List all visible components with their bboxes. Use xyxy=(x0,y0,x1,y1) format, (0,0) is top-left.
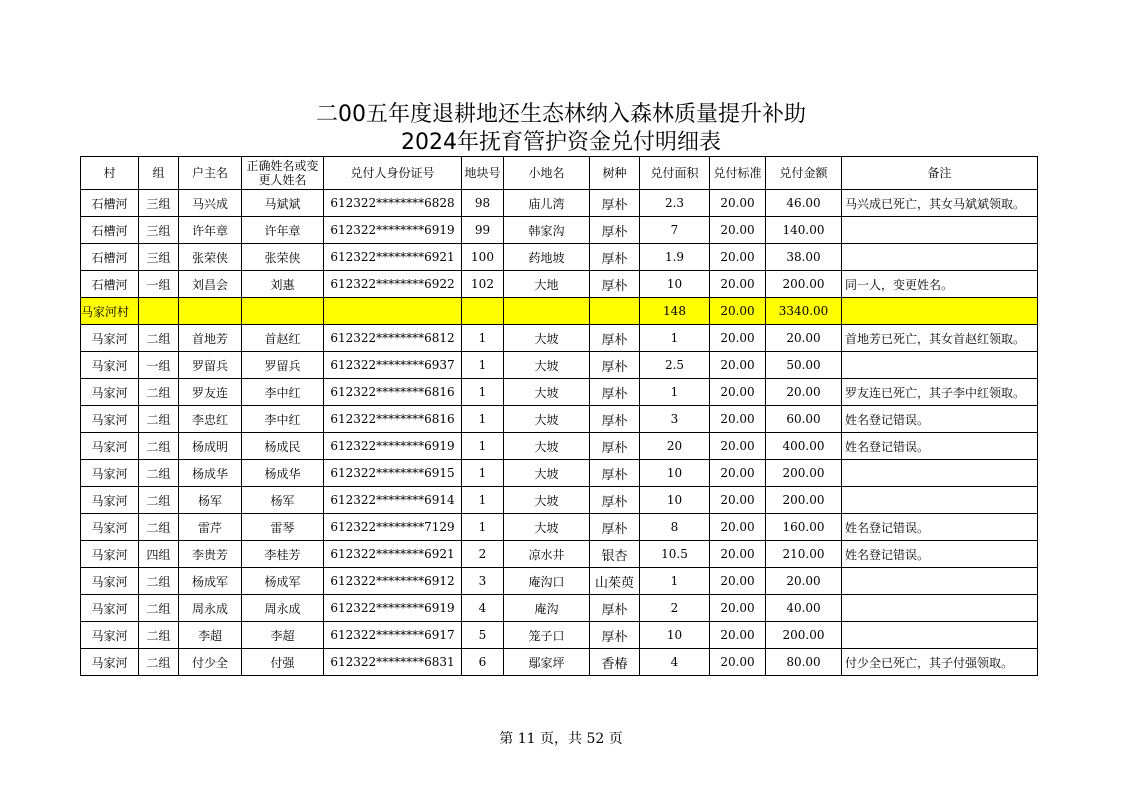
cell-correct-name: 刘惠 xyxy=(242,271,324,298)
header-tree-species: 树种 xyxy=(590,157,640,190)
cell-remarks: 姓名登记错误。 xyxy=(842,541,1038,568)
cell-correct-name: 雷琴 xyxy=(242,514,324,541)
cell-place-name: 笼子口 xyxy=(504,622,590,649)
cell-correct-name: 李中红 xyxy=(242,406,324,433)
cell-remarks xyxy=(842,217,1038,244)
cell-householder: 周永成 xyxy=(179,595,242,622)
cell-area: 10 xyxy=(640,460,710,487)
cell-householder: 杨军 xyxy=(179,487,242,514)
page-footer: 第 11 页，共 52 页 xyxy=(499,731,623,747)
cell-area: 10 xyxy=(640,271,710,298)
table-header-row xyxy=(81,157,1038,190)
cell-tree-species: 厚朴 xyxy=(590,460,640,487)
cell-standard: 20.00 xyxy=(710,460,766,487)
cell-tree-species: 厚朴 xyxy=(590,595,640,622)
cell-area: 148 xyxy=(640,298,710,325)
header-standard: 兑付标准 xyxy=(710,157,766,190)
cell-amount: 200.00 xyxy=(766,622,842,649)
cell-correct-name: 罗留兵 xyxy=(242,352,324,379)
cell-tree-species: 厚朴 xyxy=(590,514,640,541)
cell-id-number: 612322********6919 xyxy=(324,217,462,244)
cell-tree-species xyxy=(590,298,640,325)
cell-plot-number: 1 xyxy=(462,433,504,460)
cell-remarks xyxy=(842,595,1038,622)
cell-amount: 20.00 xyxy=(766,379,842,406)
cell-village: 马家河 xyxy=(81,433,139,460)
cell-householder xyxy=(179,298,242,325)
cell-plot-number: 1 xyxy=(462,460,504,487)
cell-area: 3 xyxy=(640,406,710,433)
cell-plot-number xyxy=(462,298,504,325)
cell-group: 二组 xyxy=(139,514,179,541)
payment-table xyxy=(80,156,1038,676)
cell-village: 马家河 xyxy=(81,487,139,514)
cell-village: 马家河 xyxy=(81,568,139,595)
cell-amount: 50.00 xyxy=(766,352,842,379)
cell-village: 石槽河 xyxy=(81,271,139,298)
cell-correct-name: 首赵红 xyxy=(242,325,324,352)
cell-plot-number: 1 xyxy=(462,379,504,406)
cell-area: 4 xyxy=(640,649,710,676)
cell-id-number: 612322********6828 xyxy=(324,190,462,217)
header-amount: 兑付金额 xyxy=(766,157,842,190)
table-row xyxy=(81,460,1038,487)
cell-tree-species: 山茱萸 xyxy=(590,568,640,595)
cell-place-name: 庵沟口 xyxy=(504,568,590,595)
header-place-name: 小地名 xyxy=(504,157,590,190)
cell-place-name: 韩家沟 xyxy=(504,217,590,244)
cell-place-name: 药地坡 xyxy=(504,244,590,271)
cell-plot-number: 1 xyxy=(462,406,504,433)
cell-tree-species: 厚朴 xyxy=(590,433,640,460)
cell-place-name: 鄢家坪 xyxy=(504,649,590,676)
cell-group: 三组 xyxy=(139,217,179,244)
cell-place-name: 大坡 xyxy=(504,460,590,487)
cell-plot-number: 98 xyxy=(462,190,504,217)
cell-plot-number: 3 xyxy=(462,568,504,595)
cell-standard: 20.00 xyxy=(710,433,766,460)
cell-householder: 罗留兵 xyxy=(179,352,242,379)
cell-standard: 20.00 xyxy=(710,649,766,676)
cell-id-number: 612322********6919 xyxy=(324,433,462,460)
cell-standard: 20.00 xyxy=(710,298,766,325)
cell-plot-number: 100 xyxy=(462,244,504,271)
cell-standard: 20.00 xyxy=(710,514,766,541)
cell-tree-species: 厚朴 xyxy=(590,271,640,298)
cell-standard: 20.00 xyxy=(710,595,766,622)
cell-plot-number: 1 xyxy=(462,514,504,541)
cell-place-name: 大坡 xyxy=(504,433,590,460)
cell-remarks: 姓名登记错误。 xyxy=(842,514,1038,541)
header-householder: 户主名 xyxy=(179,157,242,190)
cell-village: 马家河 xyxy=(81,352,139,379)
table-row xyxy=(81,379,1038,406)
cell-correct-name: 李桂芳 xyxy=(242,541,324,568)
cell-area: 1 xyxy=(640,568,710,595)
table-row xyxy=(81,271,1038,298)
cell-village: 石槽河 xyxy=(81,190,139,217)
cell-group: 二组 xyxy=(139,622,179,649)
cell-group: 一组 xyxy=(139,352,179,379)
cell-id-number: 612322********6922 xyxy=(324,271,462,298)
cell-id-number: 612322********6816 xyxy=(324,406,462,433)
cell-standard: 20.00 xyxy=(710,379,766,406)
table-row xyxy=(81,217,1038,244)
cell-amount: 400.00 xyxy=(766,433,842,460)
cell-group: 二组 xyxy=(139,460,179,487)
cell-group: 二组 xyxy=(139,487,179,514)
cell-amount: 80.00 xyxy=(766,649,842,676)
cell-standard: 20.00 xyxy=(710,352,766,379)
cell-householder: 杨成军 xyxy=(179,568,242,595)
cell-village: 石槽河 xyxy=(81,244,139,271)
cell-tree-species: 厚朴 xyxy=(590,244,640,271)
cell-remarks xyxy=(842,568,1038,595)
cell-tree-species: 银杏 xyxy=(590,541,640,568)
cell-id-number: 612322********6816 xyxy=(324,379,462,406)
cell-group: 二组 xyxy=(139,325,179,352)
cell-area: 2 xyxy=(640,595,710,622)
cell-amount: 200.00 xyxy=(766,487,842,514)
cell-group: 三组 xyxy=(139,244,179,271)
cell-place-name: 庵沟 xyxy=(504,595,590,622)
cell-correct-name: 杨成军 xyxy=(242,568,324,595)
cell-village: 马家河 xyxy=(81,595,139,622)
cell-householder: 雷芹 xyxy=(179,514,242,541)
table-row xyxy=(81,352,1038,379)
cell-standard: 20.00 xyxy=(710,487,766,514)
cell-place-name xyxy=(504,298,590,325)
cell-correct-name: 周永成 xyxy=(242,595,324,622)
cell-remarks: 首地芳已死亡，其女首赵红领取。 xyxy=(842,325,1038,352)
cell-area: 2.5 xyxy=(640,352,710,379)
cell-area: 10.5 xyxy=(640,541,710,568)
cell-remarks xyxy=(842,298,1038,325)
cell-area: 1 xyxy=(640,379,710,406)
cell-remarks: 罗友连已死亡，其子李中红领取。 xyxy=(842,379,1038,406)
cell-householder: 许年章 xyxy=(179,217,242,244)
table-row xyxy=(81,190,1038,217)
cell-place-name: 凉水井 xyxy=(504,541,590,568)
cell-amount: 140.00 xyxy=(766,217,842,244)
table-row xyxy=(81,541,1038,568)
cell-area: 2.3 xyxy=(640,190,710,217)
cell-correct-name: 杨军 xyxy=(242,487,324,514)
cell-group: 二组 xyxy=(139,595,179,622)
cell-standard: 20.00 xyxy=(710,568,766,595)
header-remarks: 备注 xyxy=(842,157,1038,190)
cell-place-name: 大坡 xyxy=(504,514,590,541)
cell-group: 二组 xyxy=(139,568,179,595)
cell-tree-species: 厚朴 xyxy=(590,325,640,352)
cell-place-name: 大坡 xyxy=(504,379,590,406)
table-row xyxy=(81,568,1038,595)
cell-correct-name: 许年章 xyxy=(242,217,324,244)
table-row xyxy=(81,244,1038,271)
header-id-number: 兑付人身份证号 xyxy=(324,157,462,190)
cell-place-name: 大地 xyxy=(504,271,590,298)
table-row xyxy=(81,622,1038,649)
cell-id-number: 612322********6921 xyxy=(324,541,462,568)
cell-remarks: 马兴成已死亡，其女马斌斌领取。 xyxy=(842,190,1038,217)
cell-place-name: 庙儿湾 xyxy=(504,190,590,217)
cell-village: 马家河 xyxy=(81,379,139,406)
cell-remarks xyxy=(842,460,1038,487)
cell-group: 三组 xyxy=(139,190,179,217)
cell-amount: 3340.00 xyxy=(766,298,842,325)
cell-remarks: 同一人，变更姓名。 xyxy=(842,271,1038,298)
cell-amount: 200.00 xyxy=(766,271,842,298)
table-row xyxy=(81,649,1038,676)
cell-tree-species: 厚朴 xyxy=(590,622,640,649)
cell-plot-number: 102 xyxy=(462,271,504,298)
cell-correct-name: 李超 xyxy=(242,622,324,649)
cell-plot-number: 4 xyxy=(462,595,504,622)
cell-householder: 杨成明 xyxy=(179,433,242,460)
cell-plot-number: 1 xyxy=(462,352,504,379)
subtotal-row xyxy=(81,298,1038,325)
table-row xyxy=(81,325,1038,352)
cell-standard: 20.00 xyxy=(710,406,766,433)
cell-village: 马家河 xyxy=(81,622,139,649)
cell-plot-number: 1 xyxy=(462,487,504,514)
cell-group xyxy=(139,298,179,325)
cell-id-number: 612322********6917 xyxy=(324,622,462,649)
table-row xyxy=(81,433,1038,460)
cell-correct-name: 杨成民 xyxy=(242,433,324,460)
header-correct-name: 正确姓名或变更人姓名 xyxy=(242,157,324,190)
cell-correct-name: 张荣侠 xyxy=(242,244,324,271)
cell-amount: 20.00 xyxy=(766,568,842,595)
cell-group: 二组 xyxy=(139,433,179,460)
cell-remarks xyxy=(842,352,1038,379)
cell-tree-species: 香椿 xyxy=(590,649,640,676)
cell-remarks xyxy=(842,244,1038,271)
cell-area: 1 xyxy=(640,325,710,352)
cell-village: 马家河村 xyxy=(81,298,139,325)
cell-group: 二组 xyxy=(139,406,179,433)
cell-group: 二组 xyxy=(139,379,179,406)
cell-standard: 20.00 xyxy=(710,325,766,352)
cell-amount: 200.00 xyxy=(766,460,842,487)
title-line-2: 2024年抚育管护资金兑付明细表 xyxy=(401,130,721,155)
cell-plot-number: 1 xyxy=(462,325,504,352)
cell-area: 10 xyxy=(640,622,710,649)
cell-correct-name: 李中红 xyxy=(242,379,324,406)
cell-remarks: 付少全已死亡，其子付强领取。 xyxy=(842,649,1038,676)
cell-correct-name: 马斌斌 xyxy=(242,190,324,217)
cell-village: 马家河 xyxy=(81,325,139,352)
cell-id-number: 612322********7129 xyxy=(324,514,462,541)
cell-village: 马家河 xyxy=(81,541,139,568)
cell-tree-species: 厚朴 xyxy=(590,379,640,406)
cell-remarks xyxy=(842,622,1038,649)
cell-standard: 20.00 xyxy=(710,190,766,217)
cell-amount: 60.00 xyxy=(766,406,842,433)
cell-amount: 46.00 xyxy=(766,190,842,217)
cell-village: 马家河 xyxy=(81,649,139,676)
cell-place-name: 大坡 xyxy=(504,352,590,379)
cell-standard: 20.00 xyxy=(710,622,766,649)
cell-householder: 付少全 xyxy=(179,649,242,676)
cell-id-number xyxy=(324,298,462,325)
table-row xyxy=(81,595,1038,622)
table-row xyxy=(81,514,1038,541)
cell-correct-name xyxy=(242,298,324,325)
cell-correct-name: 付强 xyxy=(242,649,324,676)
cell-correct-name: 杨成华 xyxy=(242,460,324,487)
cell-tree-species: 厚朴 xyxy=(590,190,640,217)
cell-area: 8 xyxy=(640,514,710,541)
cell-village: 马家河 xyxy=(81,406,139,433)
cell-amount: 20.00 xyxy=(766,325,842,352)
header-group: 组 xyxy=(139,157,179,190)
header-area: 兑付面积 xyxy=(640,157,710,190)
cell-plot-number: 2 xyxy=(462,541,504,568)
cell-householder: 张荣侠 xyxy=(179,244,242,271)
cell-id-number: 612322********6937 xyxy=(324,352,462,379)
cell-village: 马家河 xyxy=(81,514,139,541)
cell-tree-species: 厚朴 xyxy=(590,217,640,244)
cell-area: 7 xyxy=(640,217,710,244)
cell-area: 20 xyxy=(640,433,710,460)
cell-id-number: 612322********6812 xyxy=(324,325,462,352)
cell-standard: 20.00 xyxy=(710,244,766,271)
cell-householder: 刘昌会 xyxy=(179,271,242,298)
cell-standard: 20.00 xyxy=(710,541,766,568)
cell-remarks xyxy=(842,487,1038,514)
cell-id-number: 612322********6914 xyxy=(324,487,462,514)
cell-tree-species: 厚朴 xyxy=(590,352,640,379)
header-plot-number: 地块号 xyxy=(462,157,504,190)
cell-householder: 马兴成 xyxy=(179,190,242,217)
cell-plot-number: 6 xyxy=(462,649,504,676)
cell-group: 二组 xyxy=(139,649,179,676)
cell-amount: 40.00 xyxy=(766,595,842,622)
cell-standard: 20.00 xyxy=(710,271,766,298)
cell-village: 马家河 xyxy=(81,460,139,487)
cell-id-number: 612322********6919 xyxy=(324,595,462,622)
cell-village: 石槽河 xyxy=(81,217,139,244)
cell-plot-number: 5 xyxy=(462,622,504,649)
cell-householder: 李忠红 xyxy=(179,406,242,433)
cell-place-name: 大坡 xyxy=(504,487,590,514)
cell-id-number: 612322********6912 xyxy=(324,568,462,595)
cell-id-number: 612322********6831 xyxy=(324,649,462,676)
cell-id-number: 612322********6921 xyxy=(324,244,462,271)
cell-group: 一组 xyxy=(139,271,179,298)
cell-householder: 罗友连 xyxy=(179,379,242,406)
cell-place-name: 大坡 xyxy=(504,406,590,433)
cell-place-name: 大坡 xyxy=(504,325,590,352)
table-row xyxy=(81,406,1038,433)
cell-tree-species: 厚朴 xyxy=(590,406,640,433)
cell-standard: 20.00 xyxy=(710,217,766,244)
cell-group: 四组 xyxy=(139,541,179,568)
cell-amount: 160.00 xyxy=(766,514,842,541)
cell-remarks: 姓名登记错误。 xyxy=(842,433,1038,460)
cell-area: 1.9 xyxy=(640,244,710,271)
cell-householder: 首地芳 xyxy=(179,325,242,352)
header-village: 村 xyxy=(81,157,139,190)
table-row xyxy=(81,487,1038,514)
cell-remarks: 姓名登记错误。 xyxy=(842,406,1038,433)
cell-plot-number: 99 xyxy=(462,217,504,244)
cell-householder: 李贵芳 xyxy=(179,541,242,568)
cell-amount: 38.00 xyxy=(766,244,842,271)
cell-householder: 李超 xyxy=(179,622,242,649)
title-line-1: 二00五年度退耕地还生态林纳入森林质量提升补助 xyxy=(316,102,806,127)
cell-amount: 210.00 xyxy=(766,541,842,568)
cell-tree-species: 厚朴 xyxy=(590,487,640,514)
cell-id-number: 612322********6915 xyxy=(324,460,462,487)
cell-area: 10 xyxy=(640,487,710,514)
cell-householder: 杨成华 xyxy=(179,460,242,487)
